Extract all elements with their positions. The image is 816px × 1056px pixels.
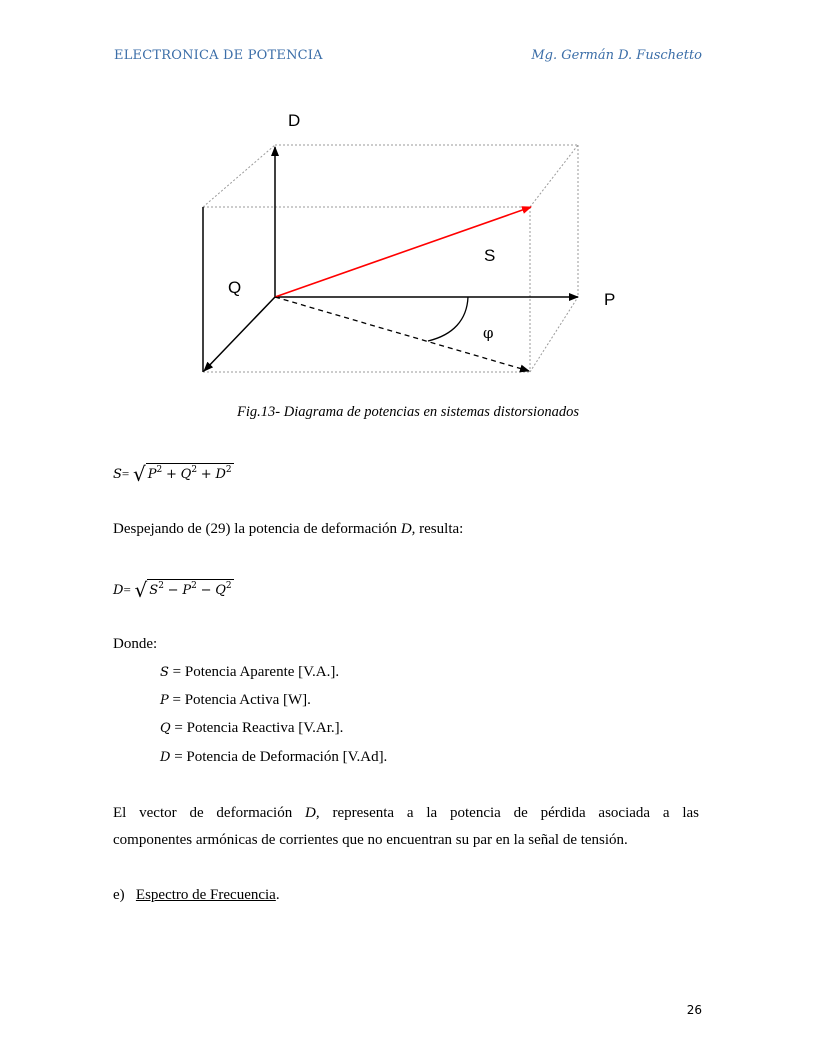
definition-s: S = Potencia Aparente [V.A.]. bbox=[160, 664, 340, 680]
label-p: P bbox=[604, 290, 616, 309]
eq2-root: √ $S^2 - P^2 - Q^2$ bbox=[134, 578, 232, 602]
equation-d bbox=[113, 578, 234, 602]
phi-arc bbox=[428, 297, 468, 341]
header-title: ELECTRONICA DE POTENCIA bbox=[114, 48, 323, 63]
eq1-lhs: S bbox=[113, 467, 122, 482]
paragraph-vector-line2: componentes armónicas de corrientes que no encuentran su par en la señal de tensión. bbox=[113, 832, 628, 848]
power-diagram bbox=[195, 105, 625, 385]
section-marker: e) bbox=[113, 887, 125, 903]
donde-label: Donde: bbox=[113, 636, 158, 652]
figure-caption: Fig.13- Diagrama de potencias en sistemas distorsionados bbox=[237, 404, 579, 420]
eq2-lhs: D bbox=[113, 583, 124, 598]
paragraph-despejando: Despejando de (29) la potencia de deformación D, resulta: bbox=[113, 521, 464, 537]
label-d: D bbox=[288, 111, 301, 130]
label-q: Q bbox=[228, 278, 242, 297]
box-edges bbox=[203, 145, 578, 372]
paragraph-vector-line1: El vector de deformación D, representa a la potencia de pérdida asociada a las bbox=[113, 805, 700, 821]
label-s: S bbox=[484, 246, 496, 265]
eq2-equals: = bbox=[123, 582, 131, 597]
eq1-root: √ $P^2 + Q^2 + D^2$ bbox=[133, 462, 232, 486]
definition-q: Q = Potencia Reactiva [V.Ar.]. bbox=[160, 720, 344, 736]
equation-s bbox=[113, 462, 234, 486]
definition-d: D = Potencia de Deformación [V.Ad]. bbox=[160, 749, 388, 765]
section-heading: e) Espectro de Frecuencia. bbox=[113, 887, 280, 903]
definition-p: P = Potencia Activa [W]. bbox=[160, 692, 311, 708]
label-phi: φ bbox=[483, 324, 494, 342]
section-title: Espectro de Frecuencia bbox=[135, 887, 276, 903]
header-author: Mg. Germán D. Fuschetto bbox=[531, 48, 702, 63]
eq1-equals: = bbox=[121, 466, 130, 481]
q-axis bbox=[204, 297, 275, 371]
page-number: 26 bbox=[686, 1003, 702, 1017]
